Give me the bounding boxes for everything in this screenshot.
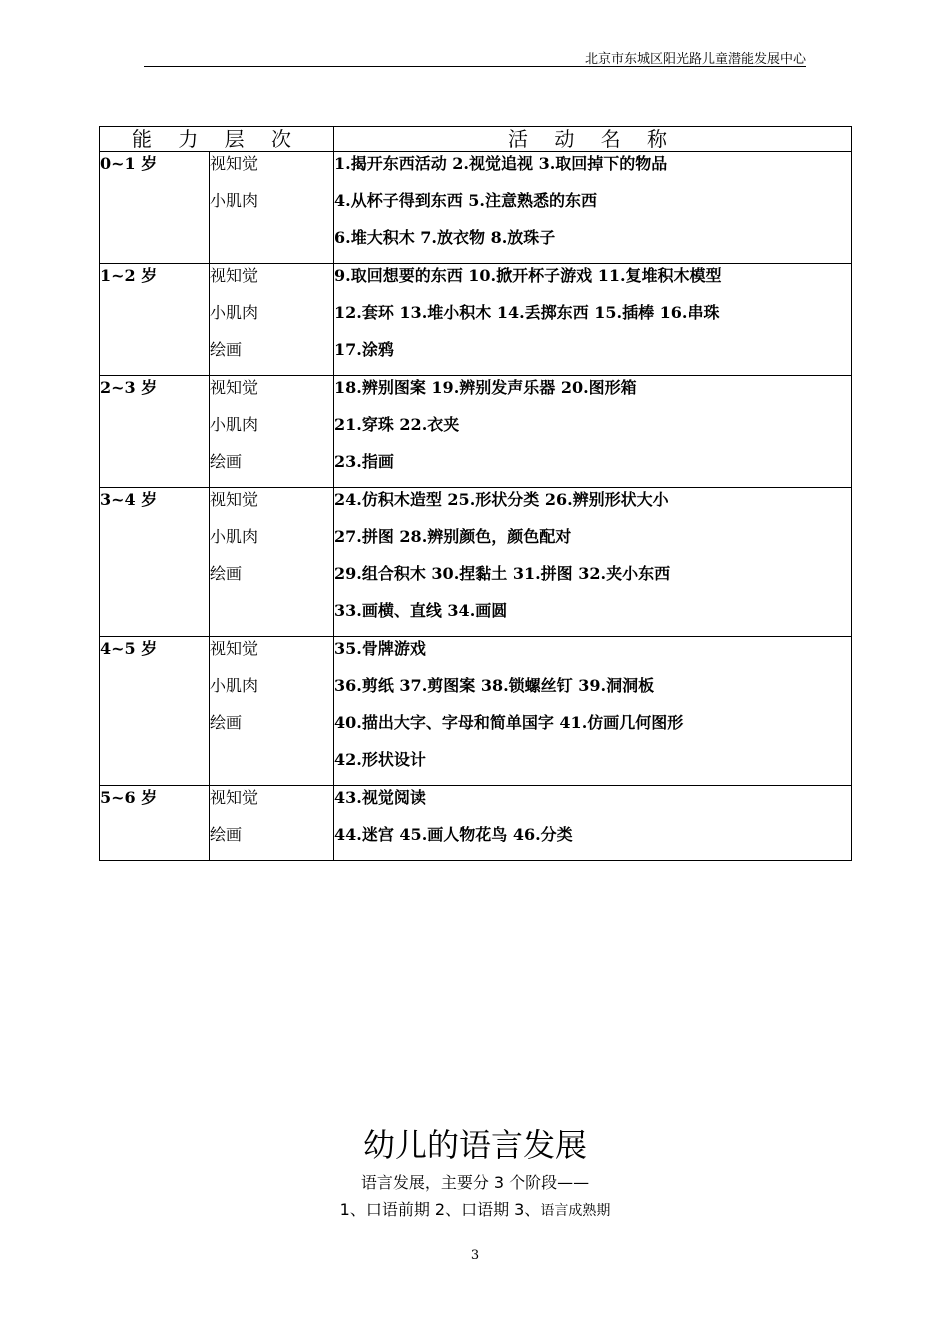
activity-line: 1.揭开东西活动 2.视觉追视 3.取回掉下的物品 — [334, 154, 668, 173]
skill-label — [210, 226, 333, 263]
activities-cell — [334, 488, 852, 637]
skill-label — [210, 599, 333, 636]
table-body — [100, 152, 852, 861]
activity-line: 17.涂鸦 — [334, 340, 394, 359]
skill-label: 视知觉 — [210, 378, 259, 397]
activity-line: 12.套环 13.堆小积木 14.丢掷东西 15.插棒 16.串珠 — [334, 303, 720, 322]
activity-table — [99, 126, 852, 861]
column-header-level: 能 力 层 次 — [100, 127, 334, 152]
skills-cell — [210, 488, 334, 637]
activity-line: 35.骨牌游戏 — [334, 639, 426, 658]
page-header — [144, 46, 806, 67]
activity-line: 21.穿珠 22.衣夹 — [334, 415, 460, 434]
activity-line: 44.迷宫 45.画人物花鸟 46.分类 — [334, 825, 573, 844]
column-header-activity: 活 动 名 称 — [334, 127, 852, 152]
stages-tail: 语言成熟期 — [540, 1203, 611, 1219]
table-header-row — [100, 127, 852, 152]
section-title: 幼儿的语言发展 — [362, 1126, 587, 1164]
activity-line: 42.形状设计 — [334, 750, 426, 769]
skill-label: 小肌肉 — [210, 676, 259, 695]
activities-cell — [334, 786, 852, 861]
activity-line: 23.指画 — [334, 452, 394, 471]
age-cell: 4~5 岁 — [100, 637, 210, 786]
activity-line: 40.描出大字、字母和简单国字 41.仿画几何图形 — [334, 713, 684, 732]
skill-label: 小肌肉 — [210, 303, 259, 322]
skill-label — [210, 748, 333, 785]
age-cell: 2~3 岁 — [100, 376, 210, 488]
skills-cell — [210, 637, 334, 786]
section-subtitle: 语言发展，主要分 3 个阶段—— — [360, 1173, 590, 1192]
skill-label: 视知觉 — [210, 266, 259, 285]
age-cell: 5~6 岁 — [100, 786, 210, 861]
activity-line: 27.拼图 28.辨别颜色，颜色配对 — [334, 527, 572, 546]
skill-label: 视知觉 — [210, 490, 259, 509]
age-cell: 3~4 岁 — [100, 488, 210, 637]
section-stages — [0, 1197, 950, 1220]
table-row — [100, 264, 852, 376]
activity-line: 36.剪纸 37.剪图案 38.锁螺丝钉 39.洞洞板 — [334, 676, 655, 695]
skill-label: 视知觉 — [210, 154, 259, 173]
activities-cell — [334, 637, 852, 786]
skills-cell — [210, 152, 334, 264]
skill-label: 绘画 — [210, 564, 243, 583]
skill-label: 视知觉 — [210, 639, 259, 658]
activity-line: 33.画横、直线 34.画圆 — [334, 601, 508, 620]
activity-line: 18.辨别图案 19.辨别发声乐器 20.图形箱 — [334, 378, 637, 397]
skills-cell — [210, 264, 334, 376]
skill-label: 绘画 — [210, 825, 243, 844]
age-cell: 0~1 岁 — [100, 152, 210, 264]
activity-line: 6.堆大积木 7.放衣物 8.放珠子 — [334, 228, 556, 247]
skills-cell — [210, 786, 334, 861]
page-number: 3 — [470, 1248, 480, 1263]
header-organization: 北京市东城区阳光路儿童潜能发展中心 — [584, 52, 806, 67]
table-row — [100, 786, 852, 861]
stages-main: 1、口语前期 2、口语期 3、 — [339, 1200, 541, 1219]
skill-label: 小肌肉 — [210, 415, 259, 434]
table-row — [100, 488, 852, 637]
table-row — [100, 376, 852, 488]
age-cell: 1~2 岁 — [100, 264, 210, 376]
activities-cell — [334, 264, 852, 376]
skill-label: 小肌肉 — [210, 527, 259, 546]
table-row — [100, 152, 852, 264]
skill-label: 视知觉 — [210, 788, 259, 807]
activities-cell — [334, 376, 852, 488]
skill-label: 绘画 — [210, 340, 243, 359]
skill-label: 小肌肉 — [210, 191, 259, 210]
activity-line: 9.取回想要的东西 10.掀开杯子游戏 11.复堆积木模型 — [334, 266, 722, 285]
skill-label: 绘画 — [210, 713, 243, 732]
table-row — [100, 637, 852, 786]
activity-line: 43.视觉阅读 — [334, 788, 426, 807]
activity-line: 4.从杯子得到东西 5.注意熟悉的东西 — [334, 191, 597, 210]
activities-cell — [334, 152, 852, 264]
skill-label: 绘画 — [210, 452, 243, 471]
skills-cell — [210, 376, 334, 488]
activity-line: 29.组合积木 30.捏黏土 31.拼图 32.夹小东西 — [334, 564, 671, 583]
activity-line: 24.仿积木造型 25.形状分类 26.辨别形状大小 — [334, 490, 669, 509]
